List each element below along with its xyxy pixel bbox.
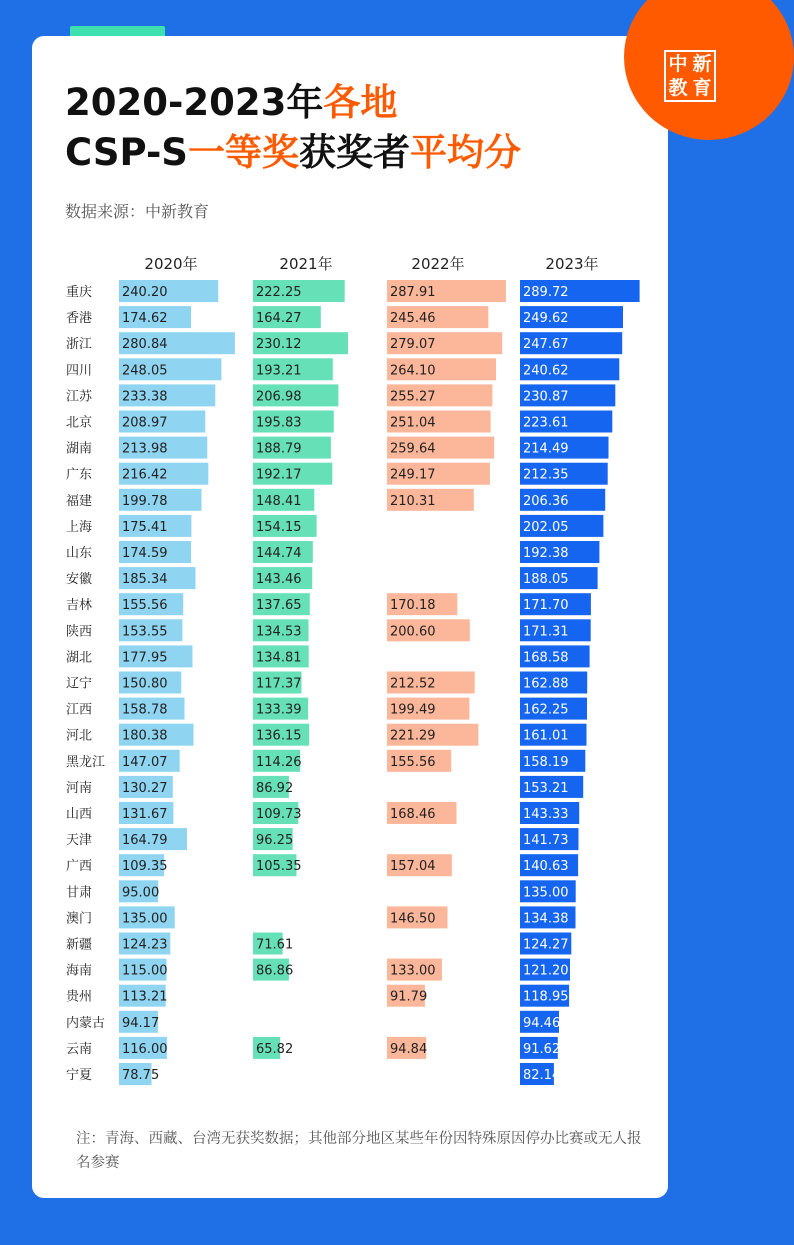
series-header-3: 2023年 (545, 255, 599, 273)
data-label-3: 153.21 (523, 780, 569, 796)
data-label-1: 71.61 (256, 937, 294, 953)
data-label-2: 170.18 (390, 598, 436, 614)
region-label: 重庆 (66, 285, 93, 300)
region-label: 北京 (66, 415, 93, 431)
title-first-prize: 一等奖 (187, 131, 299, 174)
data-label-3: 143.33 (523, 807, 569, 822)
data-label-3: 240.62 (523, 363, 569, 379)
data-label-0: 115.00 (122, 963, 168, 979)
logo-char-3: 教 (668, 77, 688, 99)
data-label-0: 94.17 (122, 1015, 160, 1031)
region-label: 陕西 (66, 624, 93, 640)
data-label-0: 158.78 (122, 702, 168, 718)
data-label-0: 131.67 (122, 807, 168, 822)
data-label-3: 162.88 (523, 676, 569, 692)
data-label-0: 155.56 (122, 598, 168, 614)
data-label-2: 168.46 (390, 807, 436, 822)
data-label-2: 249.17 (390, 467, 436, 483)
data-label-3: 214.49 (523, 441, 569, 457)
data-label-1: 134.53 (256, 624, 302, 640)
series-header-2: 2022年 (411, 255, 465, 273)
data-label-1: 136.15 (256, 728, 302, 744)
data-label-1: 206.98 (256, 389, 302, 405)
footnote: 注：青海、西藏、台湾无获奖数据；其他部分地区某些年份因特殊原因停办比赛或无人报名参赛 (76, 1131, 642, 1171)
region-label: 澳门 (66, 911, 93, 927)
data-label-3: 168.58 (523, 650, 569, 666)
region-label: 海南 (66, 963, 93, 979)
data-label-3: 82.14 (523, 1068, 561, 1083)
data-label-0: 164.79 (122, 833, 168, 849)
series-header-0: 2020年 (144, 255, 198, 273)
data-label-2: 91.79 (390, 989, 428, 1005)
region-label: 河南 (66, 780, 93, 796)
data-label-1: 114.26 (256, 754, 302, 770)
data-label-0: 174.59 (122, 546, 168, 561)
data-label-1: 96.25 (256, 833, 294, 849)
data-label-1: 144.74 (256, 546, 302, 561)
series-header-1: 2021年 (279, 255, 333, 273)
data-label-0: 153.55 (122, 624, 168, 640)
data-label-1: 192.17 (256, 467, 302, 483)
data-label-0: 109.35 (122, 859, 168, 875)
region-label: 河北 (66, 728, 93, 744)
region-label: 香港 (66, 311, 93, 327)
data-label-2: 221.29 (390, 728, 436, 744)
region-label: 广西 (66, 859, 93, 875)
region-label: 上海 (66, 519, 93, 535)
region-label: 广东 (66, 467, 93, 483)
data-label-1: 154.15 (256, 519, 302, 535)
region-label: 宁夏 (66, 1068, 93, 1083)
data-label-1: 134.81 (256, 650, 302, 666)
data-label-2: 146.50 (390, 911, 436, 927)
region-label: 内蒙古 (66, 1015, 106, 1031)
region-label: 贵州 (66, 989, 93, 1005)
region-label: 云南 (66, 1041, 93, 1057)
region-label: 山东 (66, 546, 93, 561)
region-label: 浙江 (66, 337, 93, 353)
region-label: 江西 (66, 702, 93, 718)
data-label-1: 65.82 (256, 1041, 294, 1057)
data-label-3: 140.63 (523, 859, 569, 875)
data-label-3: 202.05 (523, 519, 569, 535)
title-contest: CSP-S (65, 131, 188, 174)
data-label-0: 174.62 (122, 311, 168, 327)
data-label-2: 255.27 (390, 389, 436, 405)
data-source: 数据来源：中新教育 (65, 202, 210, 221)
data-label-0: 95.00 (122, 885, 160, 901)
data-label-2: 200.60 (390, 624, 436, 640)
data-label-2: 133.00 (390, 963, 436, 979)
region-label: 吉林 (66, 598, 93, 614)
region-label: 甘肃 (66, 885, 93, 901)
data-label-1: 193.21 (256, 363, 302, 379)
data-label-3: 135.00 (523, 885, 569, 901)
title-regions: 各地 (323, 81, 398, 124)
data-label-3: 134.38 (523, 911, 569, 927)
data-label-3: 124.27 (523, 937, 569, 953)
data-label-0: 233.38 (122, 389, 168, 405)
title-winners: 获奖者 (298, 131, 410, 174)
data-label-3: 223.61 (523, 415, 569, 431)
data-label-1: 148.41 (256, 493, 302, 509)
data-label-1: 109.73 (256, 807, 302, 822)
data-label-2: 245.46 (390, 311, 436, 327)
data-label-0: 208.97 (122, 415, 168, 431)
data-label-2: 155.56 (390, 754, 436, 770)
region-label: 福建 (66, 493, 93, 509)
data-label-0: 280.84 (122, 337, 168, 353)
data-label-1: 86.92 (256, 780, 294, 796)
data-label-1: 230.12 (256, 337, 302, 353)
data-label-2: 210.31 (390, 493, 436, 509)
data-label-3: 141.73 (523, 833, 569, 849)
data-label-2: 157.04 (390, 859, 436, 875)
data-label-2: 251.04 (390, 415, 436, 431)
logo-char-2: 新 (692, 53, 712, 75)
data-label-3: 94.46 (523, 1015, 561, 1031)
data-label-0: 213.98 (122, 441, 168, 457)
logo-char-1: 中 (668, 53, 688, 75)
data-label-2: 199.49 (390, 702, 436, 718)
data-label-0: 240.20 (122, 285, 168, 300)
data-label-1: 105.35 (256, 859, 302, 875)
data-label-0: 135.00 (122, 911, 168, 927)
data-label-0: 124.23 (122, 937, 168, 953)
data-label-1: 86.86 (256, 963, 294, 979)
region-label: 辽宁 (66, 676, 93, 692)
data-label-3: 161.01 (523, 728, 569, 744)
data-label-3: 171.70 (523, 598, 569, 614)
data-label-1: 195.83 (256, 415, 302, 431)
data-label-0: 199.78 (122, 493, 168, 509)
data-label-3: 118.95 (523, 989, 569, 1005)
region-label: 天津 (66, 833, 93, 849)
region-label: 四川 (66, 363, 93, 379)
data-label-0: 216.42 (122, 467, 168, 483)
data-label-1: 188.79 (256, 441, 302, 457)
data-label-0: 175.41 (122, 519, 168, 535)
data-label-3: 192.38 (523, 546, 569, 561)
region-label: 山西 (66, 807, 93, 822)
logo-char-4: 育 (692, 77, 712, 99)
region-label: 湖北 (66, 650, 93, 666)
data-label-3: 91.62 (523, 1041, 561, 1057)
data-label-2: 287.91 (390, 285, 436, 300)
data-label-3: 249.62 (523, 311, 569, 327)
data-label-1: 222.25 (256, 285, 302, 300)
data-label-3: 212.35 (523, 467, 569, 483)
data-label-0: 116.00 (122, 1041, 168, 1057)
data-label-3: 188.05 (523, 572, 569, 588)
data-label-1: 137.65 (256, 598, 302, 614)
data-label-2: 279.07 (390, 337, 436, 353)
region-label: 湖南 (66, 441, 93, 457)
data-label-2: 259.64 (390, 441, 436, 457)
region-label: 黑龙江 (66, 754, 106, 770)
data-label-3: 162.25 (523, 702, 569, 718)
data-label-3: 171.31 (523, 624, 569, 640)
data-label-0: 78.75 (122, 1068, 160, 1083)
title-average-score: 平均分 (409, 131, 521, 174)
data-label-3: 247.67 (523, 337, 569, 353)
data-label-1: 143.46 (256, 572, 302, 588)
region-label: 新疆 (66, 937, 93, 953)
data-label-3: 230.87 (523, 389, 569, 405)
data-label-0: 150.80 (122, 676, 168, 692)
data-label-3: 206.36 (523, 493, 569, 509)
data-label-0: 130.27 (122, 780, 168, 796)
data-label-2: 94.84 (390, 1041, 428, 1057)
data-label-0: 147.07 (122, 754, 168, 770)
title-years: 2020-2023年 (65, 81, 324, 124)
region-label: 安徽 (66, 572, 93, 588)
data-label-0: 248.05 (122, 363, 168, 379)
data-label-0: 177.95 (122, 650, 168, 666)
data-label-1: 133.39 (256, 702, 302, 718)
data-label-0: 185.34 (122, 572, 168, 588)
region-label: 江苏 (66, 389, 93, 405)
data-label-3: 289.72 (523, 285, 569, 300)
data-label-3: 121.20 (523, 963, 569, 979)
data-label-3: 158.19 (523, 754, 569, 770)
data-label-0: 113.21 (122, 989, 168, 1005)
data-label-1: 164.27 (256, 311, 302, 327)
data-label-2: 264.10 (390, 363, 436, 379)
data-label-2: 212.52 (390, 676, 436, 692)
data-label-1: 117.37 (256, 676, 302, 692)
data-label-0: 180.38 (122, 728, 168, 744)
